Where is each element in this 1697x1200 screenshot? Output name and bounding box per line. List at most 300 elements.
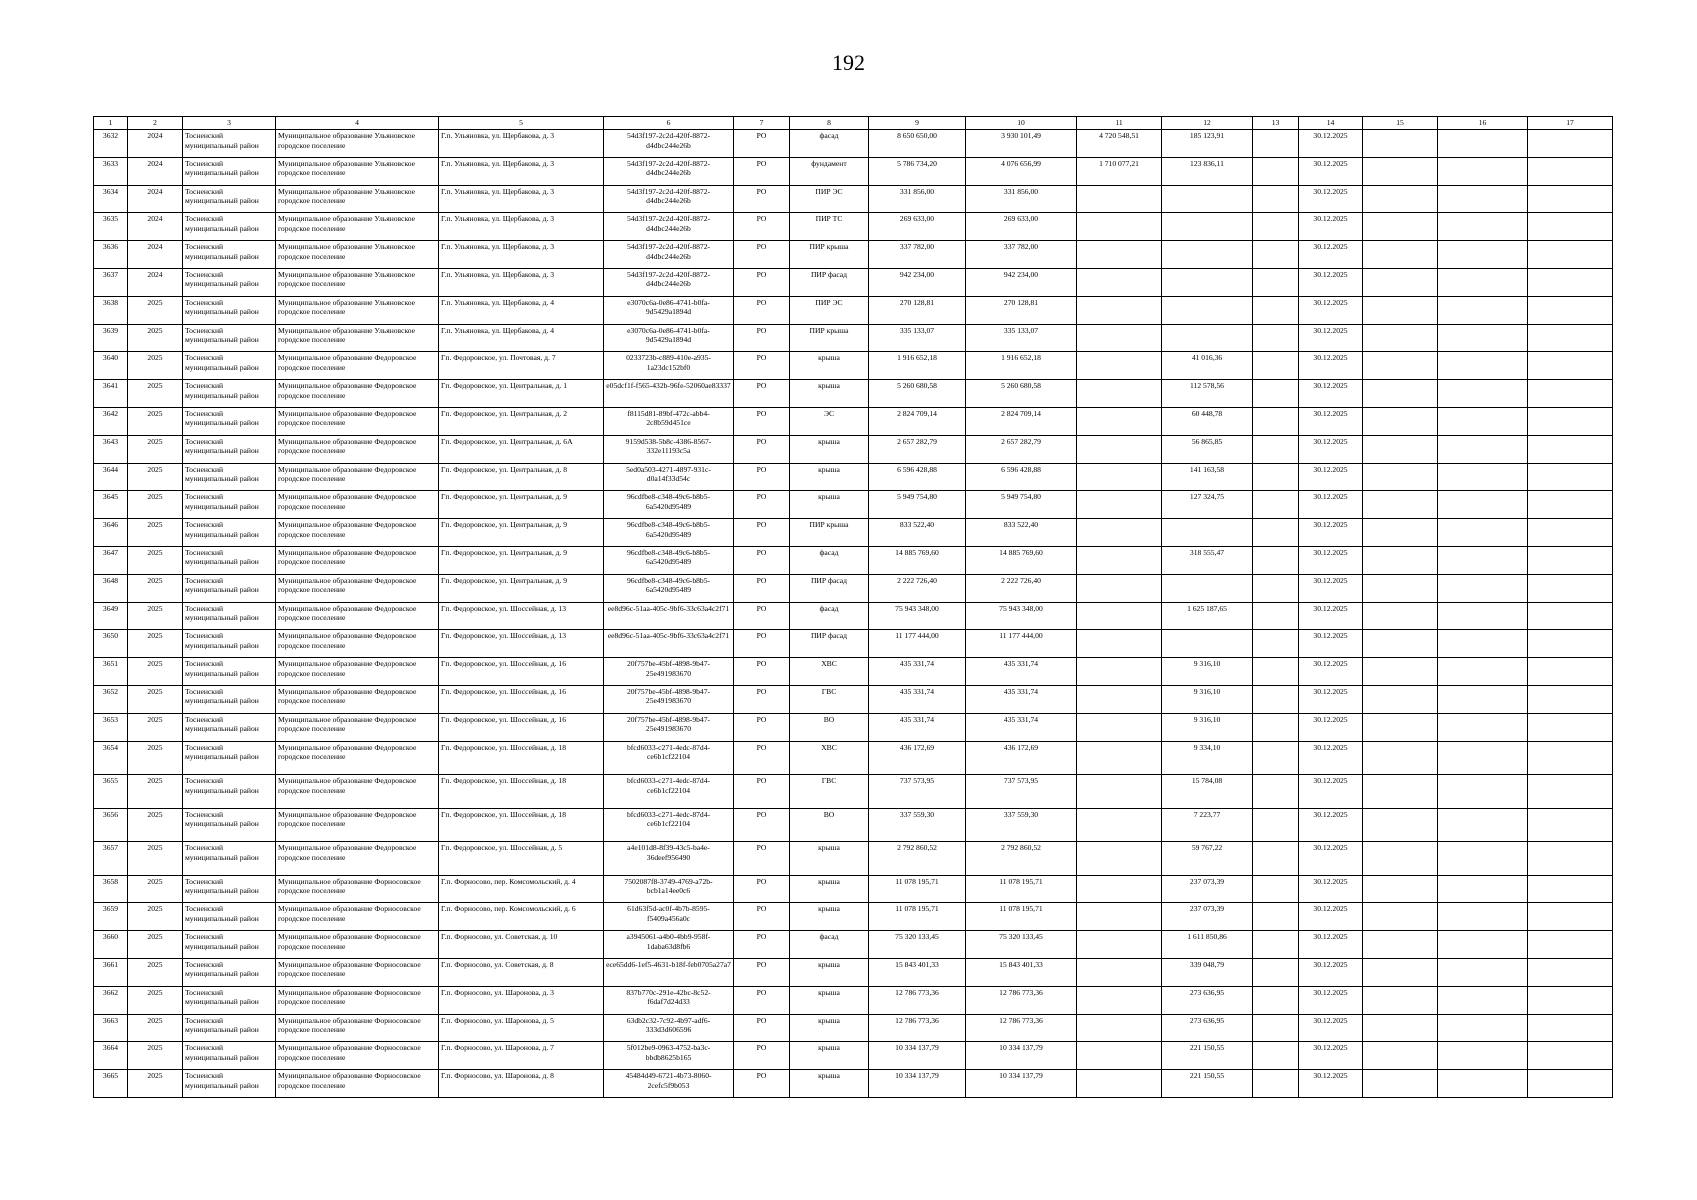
guid-cell: bfcd6033-c271-4edc-87d4-ce6b1cf22104 — [604, 741, 734, 775]
cell-13 — [1253, 352, 1299, 380]
municipality-cell: Муниципальное образование Ульяновское городское поселение — [276, 241, 439, 269]
work-type-cell: крыша — [790, 463, 869, 491]
cost-cell-10: 337 782,00 — [966, 241, 1077, 269]
district-cell: Тосненский муниципальный район — [183, 352, 276, 380]
cost-cell-12 — [1162, 574, 1253, 602]
work-type-cell: ПИР ТС — [790, 213, 869, 241]
table-row — [94, 1014, 1613, 1042]
total-cost-cell: 833 522,40 — [869, 519, 966, 547]
row-number: 3648 — [94, 574, 128, 602]
table-row — [94, 296, 1613, 324]
cell-15 — [1363, 808, 1438, 842]
address-cell: Г.п. Ульяновка, ул. Щербакова, д. 3 — [439, 268, 604, 296]
district-cell: Тосненский муниципальный район — [183, 213, 276, 241]
municipality-cell: Муниципальное образование Федоровское городское поселение — [276, 741, 439, 775]
cost-cell-10: 5 949 754,80 — [966, 491, 1077, 519]
year-cell: 2025 — [128, 1070, 183, 1098]
cell-16 — [1438, 185, 1528, 213]
work-type-cell: ПИР фасад — [790, 268, 869, 296]
table-row — [94, 685, 1613, 713]
address-cell: Гп. Федоровское, ул. Почтовая, д. 7 — [439, 352, 604, 380]
cost-cell-12: 221 150,55 — [1162, 1042, 1253, 1070]
cost-cell-10: 14 885 769,60 — [966, 546, 1077, 574]
district-cell: Тосненский муниципальный район — [183, 875, 276, 903]
cost-cell-12 — [1162, 630, 1253, 658]
guid-cell: a3945061-a4b0-4bb9-958f-1daba63d8fb6 — [604, 931, 734, 959]
column-header-8: 8 — [790, 117, 869, 130]
total-cost-cell: 269 633,00 — [869, 213, 966, 241]
row-number: 3635 — [94, 213, 128, 241]
cell-16 — [1438, 435, 1528, 463]
column-header-13: 13 — [1253, 117, 1299, 130]
deadline-cell: 30.12.2025 — [1299, 463, 1363, 491]
cell-17 — [1528, 157, 1613, 185]
column-header-9: 9 — [869, 117, 966, 130]
municipality-cell: Муниципальное образование Форносовское городское поселение — [276, 1042, 439, 1070]
cell-17 — [1528, 463, 1613, 491]
cost-cell-11 — [1077, 574, 1162, 602]
cell-17 — [1528, 268, 1613, 296]
municipality-cell: Муниципальное образование Федоровское городское поселение — [276, 602, 439, 630]
table-row — [94, 658, 1613, 686]
cost-cell-12: 60 448,78 — [1162, 407, 1253, 435]
cost-cell-10: 2 222 726,40 — [966, 574, 1077, 602]
district-cell: Тосненский муниципальный район — [183, 958, 276, 986]
municipality-cell: Муниципальное образование Ульяновское городское поселение — [276, 185, 439, 213]
table-row — [94, 842, 1613, 876]
district-cell: Тосненский муниципальный район — [183, 842, 276, 876]
district-cell: Тосненский муниципальный район — [183, 685, 276, 713]
year-cell: 2025 — [128, 658, 183, 686]
cell-15 — [1363, 775, 1438, 809]
address-cell: Гп. Федоровское, ул. Шоссейная, д. 5 — [439, 842, 604, 876]
cell-17 — [1528, 519, 1613, 547]
cell-13 — [1253, 685, 1299, 713]
total-cost-cell: 1 916 652,18 — [869, 352, 966, 380]
cell-15 — [1363, 296, 1438, 324]
total-cost-cell: 436 172,69 — [869, 741, 966, 775]
municipality-cell: Муниципальное образование Федоровское городское поселение — [276, 407, 439, 435]
deadline-cell: 30.12.2025 — [1299, 741, 1363, 775]
cost-cell-12 — [1162, 296, 1253, 324]
row-number: 3653 — [94, 713, 128, 741]
cell-17 — [1528, 435, 1613, 463]
address-cell: Г.п. Форносово, ул. Шароновa, д. 5 — [439, 1014, 604, 1042]
cost-cell-12: 185 123,91 — [1162, 130, 1253, 158]
cell-13 — [1253, 741, 1299, 775]
deadline-cell: 30.12.2025 — [1299, 602, 1363, 630]
cell-13 — [1253, 1070, 1299, 1098]
row-number: 3658 — [94, 875, 128, 903]
cost-cell-10: 3 930 101,49 — [966, 130, 1077, 158]
year-cell: 2025 — [128, 463, 183, 491]
total-cost-cell: 2 824 709,14 — [869, 407, 966, 435]
address-cell: Гп. Федоровское, ул. Шоссейная, д. 18 — [439, 741, 604, 775]
cost-cell-12: 7 223,77 — [1162, 808, 1253, 842]
address-cell: Гп. Федоровское, ул. Центральная, д. 8 — [439, 463, 604, 491]
guid-cell: 0233723b-c889-410e-a935-1a23dc152bf0 — [604, 352, 734, 380]
cell-13 — [1253, 1042, 1299, 1070]
year-cell: 2025 — [128, 519, 183, 547]
cell-17 — [1528, 574, 1613, 602]
district-cell: Тосненский муниципальный район — [183, 546, 276, 574]
year-cell: 2024 — [128, 213, 183, 241]
year-cell: 2024 — [128, 185, 183, 213]
cell-13 — [1253, 296, 1299, 324]
cell-17 — [1528, 658, 1613, 686]
address-cell: Гп. Федоровское, ул. Центральная, д. 9 — [439, 546, 604, 574]
cost-cell-12 — [1162, 213, 1253, 241]
cell-17 — [1528, 185, 1613, 213]
row-number: 3640 — [94, 352, 128, 380]
type-cell: РО — [734, 407, 790, 435]
type-cell: РО — [734, 931, 790, 959]
cell-15 — [1363, 713, 1438, 741]
cost-cell-12: 221 150,55 — [1162, 1070, 1253, 1098]
type-cell: РО — [734, 1014, 790, 1042]
municipality-cell: Муниципальное образование Федоровское городское поселение — [276, 546, 439, 574]
column-header-14: 14 — [1299, 117, 1363, 130]
district-cell: Тосненский муниципальный район — [183, 463, 276, 491]
guid-cell: e05dcf1f-f565-432b-96fe-52060ae83337 — [604, 380, 734, 408]
municipality-cell: Муниципальное образование Федоровское городское поселение — [276, 574, 439, 602]
cell-15 — [1363, 463, 1438, 491]
cost-cell-11: 1 710 077,21 — [1077, 157, 1162, 185]
district-cell: Тосненский муниципальный район — [183, 296, 276, 324]
municipality-cell: Муниципальное образование Федоровское городское поселение — [276, 775, 439, 809]
work-type-cell: крыша — [790, 380, 869, 408]
cost-cell-12: 56 865,85 — [1162, 435, 1253, 463]
type-cell: РО — [734, 324, 790, 352]
cost-cell-11 — [1077, 658, 1162, 686]
column-header-11: 11 — [1077, 117, 1162, 130]
cell-15 — [1363, 241, 1438, 269]
column-header-5: 5 — [439, 117, 604, 130]
cell-16 — [1438, 630, 1528, 658]
table-row — [94, 546, 1613, 574]
year-cell: 2025 — [128, 875, 183, 903]
cell-15 — [1363, 1042, 1438, 1070]
cost-cell-12: 15 784,08 — [1162, 775, 1253, 809]
cell-15 — [1363, 685, 1438, 713]
column-header-7: 7 — [734, 117, 790, 130]
type-cell: РО — [734, 1070, 790, 1098]
district-cell: Тосненский муниципальный район — [183, 185, 276, 213]
guid-cell: 20f757be-45bf-4898-9b47-25e491983670 — [604, 713, 734, 741]
municipality-cell: Муниципальное образование Федоровское городское поселение — [276, 380, 439, 408]
row-number: 3645 — [94, 491, 128, 519]
type-cell: РО — [734, 775, 790, 809]
deadline-cell: 30.12.2025 — [1299, 1070, 1363, 1098]
column-header-10: 10 — [966, 117, 1077, 130]
address-cell: Гп. Федоровское, ул. Центральная, д. 9 — [439, 574, 604, 602]
row-number: 3633 — [94, 157, 128, 185]
cost-cell-11 — [1077, 808, 1162, 842]
municipality-cell: Муниципальное образование Федоровское городское поселение — [276, 435, 439, 463]
cost-cell-10: 10 334 137,79 — [966, 1042, 1077, 1070]
column-header-4: 4 — [276, 117, 439, 130]
total-cost-cell: 942 234,00 — [869, 268, 966, 296]
work-type-cell: фасад — [790, 931, 869, 959]
cell-13 — [1253, 713, 1299, 741]
work-type-cell: ГВС — [790, 775, 869, 809]
guid-cell: 7502087f8-3749-4769-a72b-bcb1a14ee0c6 — [604, 875, 734, 903]
cost-cell-10: 11 177 444,00 — [966, 630, 1077, 658]
cost-cell-12: 123 836,11 — [1162, 157, 1253, 185]
address-cell: Гп. Федоровское, ул. Шоссейная, д. 13 — [439, 630, 604, 658]
row-number: 3638 — [94, 296, 128, 324]
work-type-cell: крыша — [790, 435, 869, 463]
type-cell: РО — [734, 630, 790, 658]
type-cell: РО — [734, 491, 790, 519]
address-cell: Гп. Федоровское, ул. Шоссейная, д. 16 — [439, 658, 604, 686]
row-number: 3636 — [94, 241, 128, 269]
cell-17 — [1528, 685, 1613, 713]
table-row — [94, 435, 1613, 463]
cost-cell-10: 269 633,00 — [966, 213, 1077, 241]
cell-17 — [1528, 296, 1613, 324]
row-number: 3664 — [94, 1042, 128, 1070]
type-cell: РО — [734, 574, 790, 602]
column-header-2: 2 — [128, 117, 183, 130]
table-row — [94, 986, 1613, 1014]
cell-17 — [1528, 808, 1613, 842]
cell-16 — [1438, 775, 1528, 809]
cost-cell-12: 9 334,10 — [1162, 741, 1253, 775]
address-cell: Г.п. Ульяновка, ул. Щербакова, д. 3 — [439, 241, 604, 269]
year-cell: 2025 — [128, 1042, 183, 1070]
total-cost-cell: 75 320 133,45 — [869, 931, 966, 959]
deadline-cell: 30.12.2025 — [1299, 213, 1363, 241]
cell-16 — [1438, 741, 1528, 775]
year-cell: 2025 — [128, 958, 183, 986]
cell-17 — [1528, 986, 1613, 1014]
cost-cell-12: 237 073,39 — [1162, 903, 1253, 931]
type-cell: РО — [734, 903, 790, 931]
type-cell: РО — [734, 435, 790, 463]
cost-cell-10: 833 522,40 — [966, 519, 1077, 547]
cell-15 — [1363, 986, 1438, 1014]
district-cell: Тосненский муниципальный район — [183, 986, 276, 1014]
cost-cell-10: 11 078 195,71 — [966, 903, 1077, 931]
municipality-cell: Муниципальное образование Ульяновское городское поселение — [276, 157, 439, 185]
address-cell: Г.п. Ульяновка, ул. Щербакова, д. 3 — [439, 130, 604, 158]
cell-13 — [1253, 630, 1299, 658]
row-number: 3642 — [94, 407, 128, 435]
cell-16 — [1438, 463, 1528, 491]
type-cell: РО — [734, 130, 790, 158]
cell-16 — [1438, 157, 1528, 185]
district-cell: Тосненский муниципальный район — [183, 519, 276, 547]
cost-cell-12: 9 316,10 — [1162, 685, 1253, 713]
cell-16 — [1438, 1042, 1528, 1070]
year-cell: 2025 — [128, 491, 183, 519]
address-cell: Г.п. Форносово, ул. Шароновa, д. 8 — [439, 1070, 604, 1098]
deadline-cell: 30.12.2025 — [1299, 658, 1363, 686]
cost-cell-12: 9 316,10 — [1162, 713, 1253, 741]
total-cost-cell: 6 596 428,88 — [869, 463, 966, 491]
cost-cell-11 — [1077, 296, 1162, 324]
row-number: 3665 — [94, 1070, 128, 1098]
work-type-cell: фасад — [790, 130, 869, 158]
cell-15 — [1363, 658, 1438, 686]
cost-cell-12: 339 048,79 — [1162, 958, 1253, 986]
cost-cell-12: 237 073,39 — [1162, 875, 1253, 903]
cost-cell-10: 436 172,69 — [966, 741, 1077, 775]
total-cost-cell: 10 334 137,79 — [869, 1070, 966, 1098]
column-header-6: 6 — [604, 117, 734, 130]
work-type-cell: ПИР крыша — [790, 519, 869, 547]
work-type-cell: ПИР крыша — [790, 324, 869, 352]
guid-cell: 54d3f197-2c2d-420f-8872-d4dbc244e26b — [604, 213, 734, 241]
year-cell: 2025 — [128, 602, 183, 630]
address-cell: Гп. Федоровское, ул. Шоссейная, д. 16 — [439, 685, 604, 713]
total-cost-cell: 337 782,00 — [869, 241, 966, 269]
municipality-cell: Муниципальное образование Форносовское городское поселение — [276, 958, 439, 986]
cost-cell-10: 1 916 652,18 — [966, 352, 1077, 380]
municipality-cell: Муниципальное образование Федоровское городское поселение — [276, 630, 439, 658]
cell-13 — [1253, 903, 1299, 931]
cost-cell-10: 942 234,00 — [966, 268, 1077, 296]
cell-13 — [1253, 1014, 1299, 1042]
row-number: 3643 — [94, 435, 128, 463]
cell-15 — [1363, 630, 1438, 658]
municipality-cell: Муниципальное образование Форносовское городское поселение — [276, 931, 439, 959]
cost-cell-10: 5 260 680,58 — [966, 380, 1077, 408]
row-number: 3657 — [94, 842, 128, 876]
table-row — [94, 602, 1613, 630]
cell-13 — [1253, 931, 1299, 959]
cell-13 — [1253, 213, 1299, 241]
guid-cell: 20f757be-45bf-4898-9b47-25e491983670 — [604, 685, 734, 713]
cell-15 — [1363, 842, 1438, 876]
guid-cell: 96cdfbe8-c348-49c6-b8b5-6a5420d95489 — [604, 574, 734, 602]
work-type-cell: крыша — [790, 1014, 869, 1042]
address-cell: Гп. Федоровское, ул. Центральная, д. 1 — [439, 380, 604, 408]
year-cell: 2025 — [128, 685, 183, 713]
work-type-cell: ЭС — [790, 407, 869, 435]
work-type-cell: крыша — [790, 491, 869, 519]
work-type-cell: крыша — [790, 875, 869, 903]
cell-15 — [1363, 903, 1438, 931]
cell-17 — [1528, 842, 1613, 876]
cell-16 — [1438, 602, 1528, 630]
table-row — [94, 352, 1613, 380]
type-cell: РО — [734, 241, 790, 269]
guid-cell: ece65dd6-1ef5-4631-b18f-feb0705a27a7 — [604, 958, 734, 986]
cell-17 — [1528, 931, 1613, 959]
row-number: 3655 — [94, 775, 128, 809]
cell-15 — [1363, 1070, 1438, 1098]
cell-16 — [1438, 808, 1528, 842]
municipality-cell: Муниципальное образование Федоровское городское поселение — [276, 808, 439, 842]
cost-cell-11 — [1077, 463, 1162, 491]
cell-17 — [1528, 903, 1613, 931]
column-header-16: 16 — [1438, 117, 1528, 130]
guid-cell: 5f012be9-0963-4752-ba3c-bbdb8625b165 — [604, 1042, 734, 1070]
total-cost-cell: 737 573,95 — [869, 775, 966, 809]
row-number: 3663 — [94, 1014, 128, 1042]
municipality-cell: Муниципальное образование Ульяновское городское поселение — [276, 296, 439, 324]
deadline-cell: 30.12.2025 — [1299, 986, 1363, 1014]
deadline-cell: 30.12.2025 — [1299, 1042, 1363, 1070]
cell-17 — [1528, 1042, 1613, 1070]
cost-cell-10: 337 559,30 — [966, 808, 1077, 842]
header-row — [94, 117, 1613, 130]
type-cell: РО — [734, 986, 790, 1014]
cell-17 — [1528, 775, 1613, 809]
type-cell: РО — [734, 842, 790, 876]
cost-cell-11 — [1077, 741, 1162, 775]
year-cell: 2025 — [128, 986, 183, 1014]
row-number: 3652 — [94, 685, 128, 713]
cost-cell-12: 273 636,95 — [1162, 1014, 1253, 1042]
address-cell: Г.п. Форносово, ул. Советская, д. 10 — [439, 931, 604, 959]
row-number: 3649 — [94, 602, 128, 630]
work-type-cell: ХВС — [790, 741, 869, 775]
year-cell: 2025 — [128, 296, 183, 324]
municipality-cell: Муниципальное образование Федоровское городское поселение — [276, 519, 439, 547]
cell-13 — [1253, 842, 1299, 876]
work-type-cell: ПИР крыша — [790, 241, 869, 269]
column-header-1: 1 — [94, 117, 128, 130]
cost-cell-11 — [1077, 380, 1162, 408]
cost-cell-11 — [1077, 713, 1162, 741]
cell-15 — [1363, 741, 1438, 775]
cell-13 — [1253, 958, 1299, 986]
year-cell: 2025 — [128, 1014, 183, 1042]
cell-16 — [1438, 241, 1528, 269]
municipality-cell: Муниципальное образование Федоровское городское поселение — [276, 658, 439, 686]
cell-15 — [1363, 352, 1438, 380]
year-cell: 2025 — [128, 903, 183, 931]
address-cell: Г.п. Ульяновка, ул. Щербакова, д. 3 — [439, 213, 604, 241]
cost-cell-12 — [1162, 324, 1253, 352]
type-cell: РО — [734, 296, 790, 324]
address-cell: Г.п. Форносово, ул. Шароновa, д. 7 — [439, 1042, 604, 1070]
table-row — [94, 775, 1613, 809]
district-cell: Тосненский муниципальный район — [183, 602, 276, 630]
district-cell: Тосненский муниципальный район — [183, 630, 276, 658]
address-cell: Гп. Федоровское, ул. Шоссейная, д. 18 — [439, 775, 604, 809]
address-cell: Гп. Федоровское, ул. Шоссейная, д. 16 — [439, 713, 604, 741]
table-row — [94, 875, 1613, 903]
cell-16 — [1438, 1014, 1528, 1042]
cost-cell-12: 141 163,58 — [1162, 463, 1253, 491]
cell-16 — [1438, 213, 1528, 241]
total-cost-cell: 11 078 195,71 — [869, 903, 966, 931]
cell-13 — [1253, 130, 1299, 158]
year-cell: 2025 — [128, 808, 183, 842]
cost-cell-12 — [1162, 185, 1253, 213]
total-cost-cell: 11 177 444,00 — [869, 630, 966, 658]
cell-16 — [1438, 713, 1528, 741]
district-cell: Тосненский муниципальный район — [183, 1070, 276, 1098]
type-cell: РО — [734, 658, 790, 686]
municipality-cell: Муниципальное образование Ульяновское городское поселение — [276, 130, 439, 158]
table-row — [94, 903, 1613, 931]
year-cell: 2025 — [128, 407, 183, 435]
type-cell: РО — [734, 546, 790, 574]
deadline-cell: 30.12.2025 — [1299, 775, 1363, 809]
type-cell: РО — [734, 602, 790, 630]
cost-cell-11 — [1077, 986, 1162, 1014]
cost-cell-11 — [1077, 602, 1162, 630]
year-cell: 2025 — [128, 352, 183, 380]
guid-cell: 61d63f5d-ac0f-4b7b-8595-f5409a456a0c — [604, 903, 734, 931]
district-cell: Тосненский муниципальный район — [183, 241, 276, 269]
municipality-cell: Муниципальное образование Форносовское городское поселение — [276, 1070, 439, 1098]
